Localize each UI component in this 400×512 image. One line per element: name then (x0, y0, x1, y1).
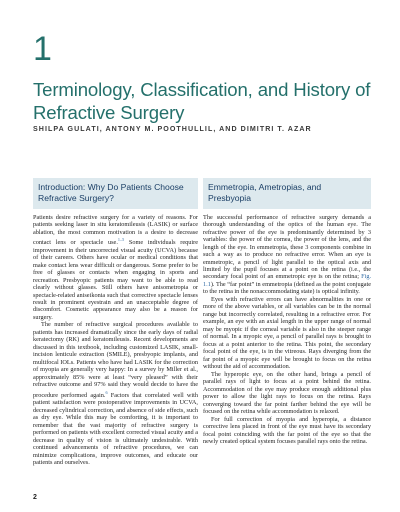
paragraph-text: ). The “far point” in emmetropia (defined as the point conjugate to the retina in the nonaccommodating state) is optical infinity. (203, 280, 371, 296)
body-paragraph: For full correction of myopia and hyperopia, a distance corrective lens placed in front of the eye must have its secondary focal point coinciding with the far point of the eye so that the newly created optical system focuses parallel rays onto the retina. (203, 415, 371, 446)
paragraph-text: Factors that correlated well with patient satisfaction were postoperative improvements in UCVA, decreased cylindrical correction, and absence of side effects, such as dry eye. While this may be comforting, it is important to remember that the vast majority of refractive surgery is performed on patients with excellent corrected visual acuity and a decrease in quality of vision is ultimately undesirable. With continued advancements of refractive procedures, we can minimize complications, improve outcomes, and educate our patients and ourselves. (33, 391, 199, 467)
paragraph-text: Some individuals require improvement in their uncorrected visual acuity (UCVA) because of their careers. Others have ocular or medical conditions that make contact lens wear difficult or dangerous. Some prefer to be free of glasses or contacts when engaging in sports and recreation. Presbyopic patients may want to be able to read clearly without glasses. Still others have anisometropia or spectacle-related aniseikonia such that corrective spectacle lenses result in prominent eyestrain and an unacceptable degree of discomfort. Cosmetic appearance may also be a reason for surgery. (33, 239, 198, 321)
right-column (203, 178, 371, 446)
chapter-number: 1 (33, 30, 52, 68)
paragraph-text: Patients desire refractive surgery for a variety of reasons. For patients seeking laser in situ keratomileusis (LASIK) or surface ablation, the most common motivation is a desire to decrease contact lens or spectacle use. (33, 213, 198, 247)
paragraph-text: The number of refractive surgical procedures available to patients has increased dramatically since the early days of radial keratectomy (RK) and keratomileusis. Recent developments are discussed in this textbook, including customized LASIK, small-incision lenticule extraction (SMILE), presbyopic implants, and multifocal IOLs. Patients who have had LASIK for the correction of myopia are generally very happy: In a survey by Miller et al., approximately 85% were at least “very pleased” with their refractive outcome and 97% said they would decide to have the procedure performed again. (33, 321, 198, 399)
paragraph-text: The successful performance of refractive surgery demands a thorough understanding of the optics of the human eye. The refractive power of the eye is predominantly determined by 3 variables: the power of the cornea, the power of the lens, and the length of the eye. In emmetropia, these 3 components combine in such a way as to produce no refractive error. When an eye is emmetropic, a pencil of light parallel to the optical axis and limited by the pupil focuses at a point on the retina (i.e., the secondary focal point of an emmetropic eye is on the retina; (203, 213, 371, 281)
body-paragraph (203, 214, 371, 296)
figure-reference-link[interactable]: Fig. 1.1 (203, 273, 372, 288)
chapter-authors: SHILPA GULATI, ANTONY M. POOTHULLIL, AND DIMITRI T. AZAR (33, 125, 312, 133)
body-paragraph (33, 321, 198, 466)
left-column (33, 178, 198, 467)
citation-reference[interactable]: 1–5 (117, 237, 125, 243)
body-paragraph (33, 214, 198, 322)
citation-reference[interactable]: 6 (105, 389, 108, 395)
section-heading-box (203, 178, 371, 209)
body-paragraph: The hyperopic eye, on the other hand, brings a pencil of parallel rays of light to focus at a point behind the retina. Accommodation of the eye may produce enough additional plus power to allow the light rays to focus on the retina. Rays converging toward the far point farther behind the eye will be focused on the retina while accommodation is relaxed. (203, 370, 371, 416)
body-paragraph: Eyes with refractive errors can have abnormalities in one or more of the above variables, or all variables can be in the normal range but incorrectly correlated, resulting in a refractive error. For example, an eye with an axial length in the upper range of normal may be myopic if the corneal variable is also in the steeper range of normal. In a myopic eye, a pencil of parallel rays is brought to focus at a point anterior to the retina. This point, the secondary focal point of the eye, is in the vitreous. Rays diverging from the far point of a myopic eye will be brought to focus on the retina without the aid of accommodation. (203, 295, 371, 371)
section-heading-box (33, 178, 198, 209)
page-number: 2 (33, 494, 37, 501)
chapter-title: Terminology, Classification, and History of Refractive Surgery (33, 79, 371, 123)
section-heading-introduction: Introduction: Why Do Patients Choose Refractive Surgery? (38, 182, 184, 203)
section-heading-emmetropia: Emmetropia, Ametropias, and Presbyopia (208, 182, 322, 203)
